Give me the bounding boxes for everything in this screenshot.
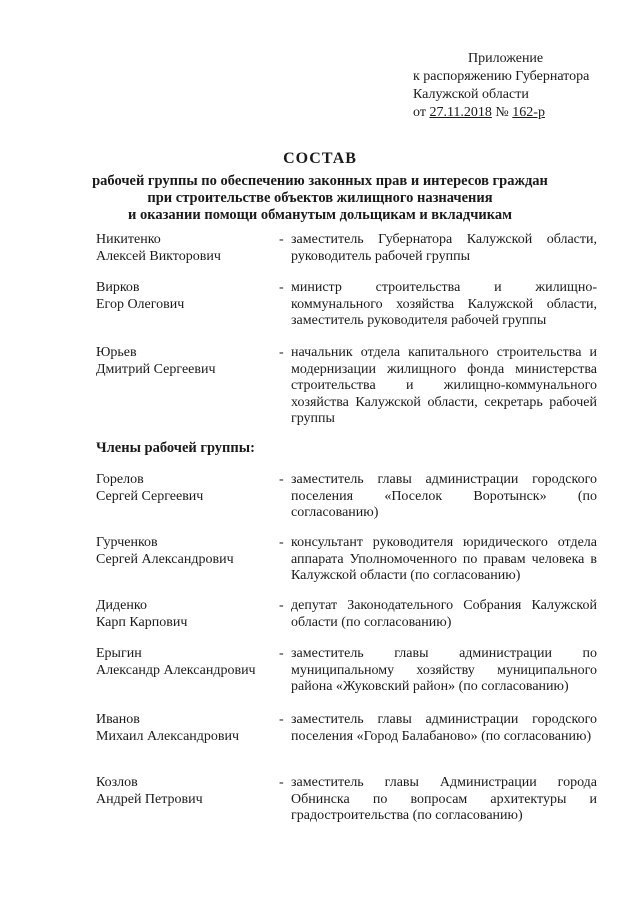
person-name	[96, 280, 276, 313]
given-name: Сергей Александрович	[96, 551, 234, 567]
title-line-2: при строительстве объектов жилищного назначения	[147, 190, 493, 206]
person-name	[96, 775, 276, 808]
date-prefix: от	[413, 105, 430, 120]
dash: -	[279, 232, 284, 247]
surname: Ерыгин	[96, 646, 142, 661]
appendix-region-line: Калужской области	[413, 87, 529, 102]
order-date: 27.11.2018	[429, 105, 492, 120]
position-description: консультант руководителя юридического отдела аппарата Уполномоченного по правам человека в Калужской области (по согласованию)	[291, 535, 597, 583]
given-name: Карп Карпович	[96, 614, 188, 630]
position-description: начальник отдела капитального строительства и модернизации жилищного фонда министерства строительства и жилищно-коммунального хозяйства Калужской области, секретарь рабочей группы	[291, 345, 597, 426]
surname: Юрьев	[96, 345, 137, 360]
position-description: министр строительства и жилищно-коммунального хозяйства Калужской области, заместитель руководителя рабочей группы	[291, 280, 597, 328]
surname: Гурченков	[96, 535, 158, 550]
surname: Иванов	[96, 712, 140, 727]
person-name	[96, 345, 276, 378]
title-line-1: рабочей группы по обеспечению законных прав и интересов граждан	[92, 173, 548, 189]
surname: Вирков	[96, 280, 140, 295]
dash: -	[279, 345, 284, 360]
surname: Диденко	[96, 598, 147, 613]
person-name	[96, 232, 276, 265]
surname: Козлов	[96, 775, 138, 790]
given-name: Александр Александрович	[96, 662, 256, 678]
surname: Никитенко	[96, 232, 161, 247]
given-name: Алексей Викторович	[96, 248, 221, 264]
position-description: заместитель главы администрации городского поселения «Город Балабаново» (по согласованию)	[291, 712, 597, 744]
dash: -	[279, 598, 284, 613]
given-name: Сергей Сергеевич	[96, 488, 204, 504]
order-number: 162-р	[512, 105, 545, 120]
document-title	[0, 150, 640, 224]
dash: -	[279, 472, 284, 487]
dash: -	[279, 646, 284, 661]
title-heading: СОСТАВ	[283, 150, 357, 167]
members-heading: Члены рабочей группы:	[96, 440, 255, 456]
number-sign: №	[491, 105, 513, 120]
position-description: заместитель главы администрации городского поселения «Поселок Воротынск» (по согласованию)	[291, 472, 597, 520]
appendix-block	[413, 50, 589, 122]
given-name: Егор Олегович	[96, 296, 185, 312]
dash: -	[279, 535, 284, 550]
position-description: заместитель главы Администрации города Обнинска по вопросам архитектуры и градостроительства (по согласованию)	[291, 775, 597, 823]
person-name	[96, 646, 276, 679]
position-description: заместитель Губернатора Калужской области, руководитель рабочей группы	[291, 232, 597, 264]
appendix-title: Приложение	[468, 51, 544, 66]
position-description: депутат Законодательного Собрания Калужской области (по согласованию)	[291, 598, 597, 630]
surname: Горелов	[96, 472, 144, 487]
person-name	[96, 712, 276, 745]
given-name: Михаил Александрович	[96, 728, 240, 744]
dash: -	[279, 712, 284, 727]
appendix-order-line: к распоряжению Губернатора	[413, 69, 590, 84]
given-name: Андрей Петрович	[96, 791, 203, 807]
dash: -	[279, 280, 284, 295]
given-name: Дмитрий Сергеевич	[96, 361, 216, 377]
person-name	[96, 472, 276, 505]
position-description: заместитель главы администрации по муниципальному хозяйству муниципального района «Жуковский район» (по согласованию)	[291, 646, 597, 694]
person-name	[96, 598, 276, 631]
dash: -	[279, 775, 284, 790]
appendix-date-line	[413, 104, 589, 122]
title-line-3: и оказании помощи обманутым дольщикам и вкладчикам	[127, 207, 512, 223]
person-name	[96, 535, 276, 568]
